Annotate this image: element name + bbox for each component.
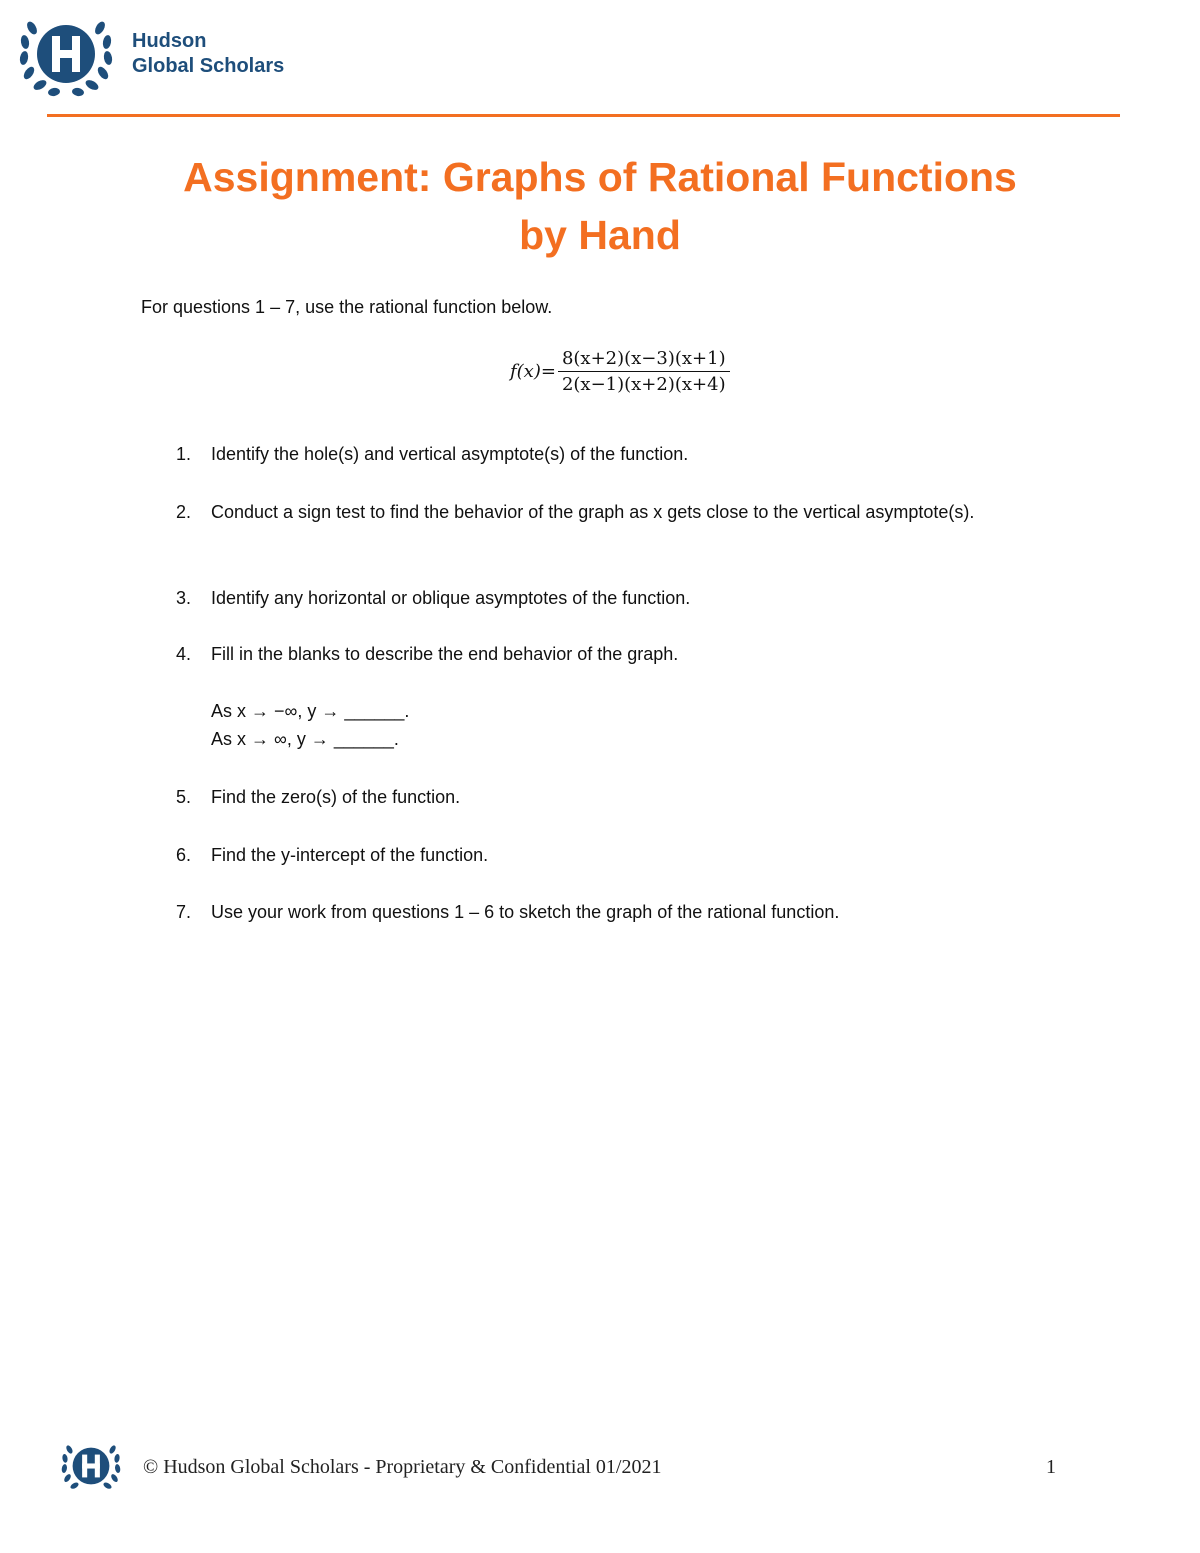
- formula-denominator: 2(x−1)(x+2)(x+4): [561, 374, 726, 395]
- end-behavior-negative-infinity: As x → −∞, y → ______.: [211, 701, 410, 721]
- question-3: [176, 585, 1036, 611]
- question-text: Identify any horizontal or oblique asymptotes of the function.: [211, 588, 691, 608]
- header-divider: [47, 114, 1120, 117]
- formula-numerator: 8(x+2)(x−3)(x+1): [558, 348, 730, 372]
- question-text: Find the zero(s) of the function.: [211, 787, 461, 807]
- question-2: [176, 499, 1036, 525]
- question-number: 6.: [176, 845, 192, 865]
- brand-name: [132, 29, 284, 79]
- question-number: 7.: [176, 902, 192, 922]
- question-number: 5.: [176, 787, 192, 807]
- question-7: [176, 899, 1036, 925]
- hudson-laurel-logo-icon: [14, 6, 118, 102]
- title-line-1: Assignment: Graphs of Rational Functions: [183, 154, 1017, 200]
- question-number: 2.: [176, 502, 192, 522]
- footer-copyright: © Hudson Global Scholars - Proprietary & Confidential 01/2021: [143, 1456, 662, 1478]
- title-line-2: by Hand: [519, 212, 681, 258]
- end-behavior-positive-infinity: As x → ∞, y → ______.: [211, 729, 399, 749]
- question-text: Use your work from questions 1 – 6 to sketch the graph of the rational function.: [211, 902, 840, 922]
- question-text: Conduct a sign test to find the behavior of the graph as x gets close to the vertical asymptote(s).: [211, 502, 975, 522]
- question-number: 3.: [176, 588, 192, 608]
- formula-lhs: f(x)=: [510, 361, 556, 382]
- question-text: Find the y-intercept of the function.: [211, 845, 489, 865]
- brand-line-1: Hudson: [132, 30, 207, 52]
- question-text: Fill in the blanks to describe the end behavior of the graph.: [211, 644, 679, 664]
- brand-line-2: Global Scholars: [132, 55, 285, 77]
- page-number: 1: [1046, 1456, 1056, 1478]
- question-4: [176, 641, 1036, 667]
- question-number: 4.: [176, 644, 192, 664]
- formula-fraction: [558, 348, 730, 395]
- question-text: Identify the hole(s) and vertical asymptote(s) of the function.: [211, 444, 689, 464]
- question-1: [176, 441, 1036, 467]
- question-6: [176, 842, 1036, 868]
- question-number: 1.: [176, 444, 192, 464]
- header-logo: [14, 6, 284, 102]
- intro-text: For questions 1 – 7, use the rational function below.: [141, 297, 553, 317]
- question-5: [176, 784, 1036, 810]
- page-title: [0, 148, 1200, 264]
- rational-function-formula: [510, 348, 730, 395]
- footer-logo-icon: [58, 1435, 124, 1497]
